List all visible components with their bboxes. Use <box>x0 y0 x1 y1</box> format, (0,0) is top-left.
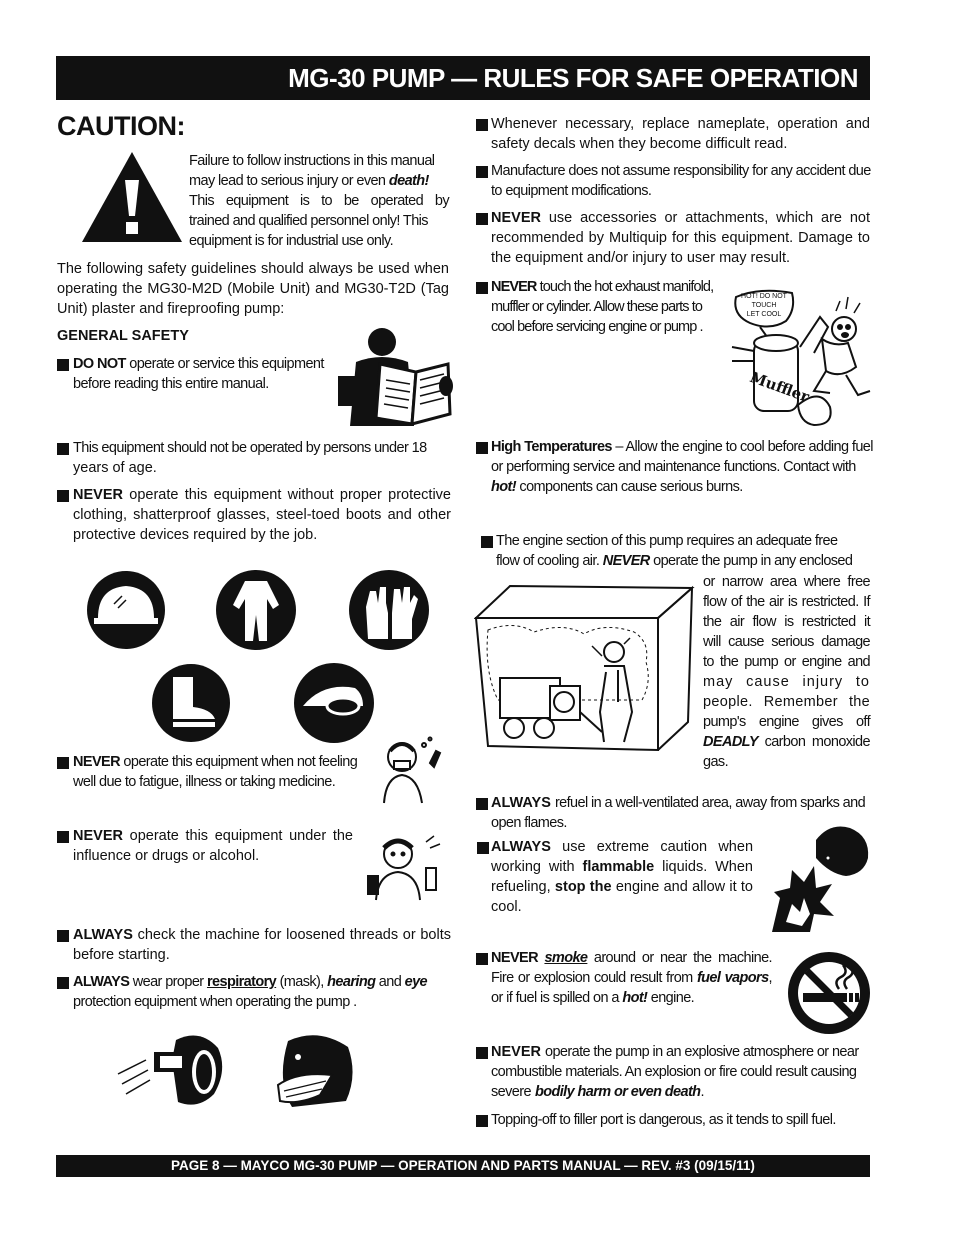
bullet-icon <box>476 213 488 225</box>
footer-text: PAGE 8 — MAYCO MG-30 PUMP — OPERATION AND PARTS MANUAL — REV. #3 (09/15/11) <box>171 1158 755 1173</box>
drugs-alcohol-item: NEVER operate this equipment under the influence or drugs or alcohol. <box>73 828 353 864</box>
page-header-banner <box>56 56 870 100</box>
hot-warning-sign: HOT! DO NOT TOUCH LET COOL <box>741 293 787 318</box>
page-title: MG-30 PUMP — RULES FOR SAFE OPERATION <box>288 63 858 93</box>
do-not-item: DO NOT operate or service this equipment before reading this entire manual. <box>73 356 324 392</box>
loose-threads-item: ALWAYS check the machine for loosened threads or bolts before starting. <box>73 927 451 963</box>
hard-hat-icon <box>86 570 166 650</box>
ear-protection-icon <box>116 1030 230 1110</box>
flammable-liquids-item: ALWAYS use extreme caution when working with flammable liquids. When refueling, stop the engine and allow it to cool. <box>491 839 754 915</box>
refuel-item: ALWAYS refuel in a well-ventilated area, away from sparks and open flames. <box>491 795 866 831</box>
bullet-icon <box>476 1115 488 1127</box>
person-reading-manual-icon <box>334 326 454 430</box>
bullet-icon <box>476 119 488 131</box>
coveralls-icon <box>215 569 297 651</box>
sick-person-icon <box>378 733 450 805</box>
manufacture-item: Manufacture does not assume responsibility for any accident due to equipment modifications. <box>491 163 871 199</box>
fatigue-item: NEVER operate this equipment when not feeling well due to fatigue, illness or taking medicine. <box>73 754 358 790</box>
bullet-icon <box>57 757 69 769</box>
intro-paragraph: The following safety guidelines should always be used when operating the MG30-M2D (Mobile Unit) and MG30-T2D (Tag Unit) plaster and fireproofing pump: <box>57 261 449 317</box>
muffler-label: Muffler <box>747 367 812 406</box>
no-smoking-icon <box>787 951 871 1035</box>
bullet-icon <box>57 443 69 455</box>
bullet-icon <box>477 842 489 854</box>
warning-triangle-icon <box>80 150 184 244</box>
bullet-icon <box>57 490 69 502</box>
safety-glasses-icon <box>293 662 375 744</box>
page-footer <box>56 1155 870 1177</box>
under-18-item: This equipment should not be operated by persons under 18 years of age. <box>73 440 427 476</box>
bullet-icon <box>476 1047 488 1059</box>
bullet-icon <box>476 953 488 965</box>
exhaust-item: NEVER touch the hot exhaust manifold, muffler or cylinder. Allow these parts to cool before servicing engine or pump . <box>491 279 714 335</box>
bullet-icon <box>57 359 69 371</box>
bullet-icon <box>476 798 488 810</box>
accessories-item: NEVER use accessories or attachments, which are not recommended by Multiquip for this equipment. Damage to the equipment and/or injury to user may result. <box>491 210 870 266</box>
general-safety-title: GENERAL SAFETY <box>57 328 189 344</box>
no-smoking-item: NEVER smoke around or near the machine. Fire or explosion could result from fuel vapors, or if fuel is spilled on a hot! engine. <box>491 950 772 1006</box>
person-with-pills-icon <box>356 832 450 902</box>
respiratory-item: ALWAYS wear proper respiratory (mask), hearing and eye protection equipment when operating the pump . <box>73 974 428 1010</box>
steel-toed-boot-icon <box>151 663 231 743</box>
protective-clothing-item: NEVER operate this equipment without proper protective clothing, shatterproof glasses, steel-toed boots and other protective devices required by the job. <box>73 487 451 543</box>
high-temperatures-item: High Temperatures – Allow the engine to cool before adding fuel or performing service and maintenance functions. Contact with hot! components can cause serious burns. <box>491 439 873 495</box>
warning-text: Failure to follow instructions in this manual may lead to serious injury or even death! This equipment is to be operated by trained and qualified personnel only! This equipment is for industrial use only. <box>189 153 449 249</box>
bullet-icon <box>476 282 488 294</box>
gloves-icon <box>348 569 430 651</box>
bullet-icon <box>476 166 488 178</box>
caution-heading: CAUTION: <box>57 111 185 141</box>
hot-muffler-illustration <box>730 287 872 429</box>
cooling-air-continued: or narrow area where free flow of the air is restricted. If the air flow is restricted it will cause serious damage to the pump or engine and may cause injury to people. Remember the pump's engine gives off DEADLY carbon monoxide gas. <box>703 574 870 770</box>
bullet-icon <box>57 831 69 843</box>
bullet-icon <box>57 930 69 942</box>
respirator-mask-icon <box>268 1031 358 1111</box>
explosion-icon <box>770 822 872 934</box>
bullet-icon <box>481 536 493 548</box>
topping-off-item: Topping-off to filler port is dangerous, as it tends to spill fuel. <box>491 1112 836 1128</box>
explosive-atmosphere-item: NEVER operate the pump in an explosive atmosphere or near combustible materials. An explosion or fire could result causing severe bodily harm or even death. <box>491 1044 859 1100</box>
nameplate-item: Whenever necessary, replace nameplate, operation and safety decals when they become difficult read. <box>491 116 870 152</box>
bullet-icon <box>476 442 488 454</box>
cooling-air-item: The engine section of this pump requires an adequate free flow of cooling air. NEVER operate the pump in any enclosed <box>496 533 853 569</box>
bullet-icon <box>57 977 69 989</box>
enclosed-pump-illustration <box>474 582 696 752</box>
